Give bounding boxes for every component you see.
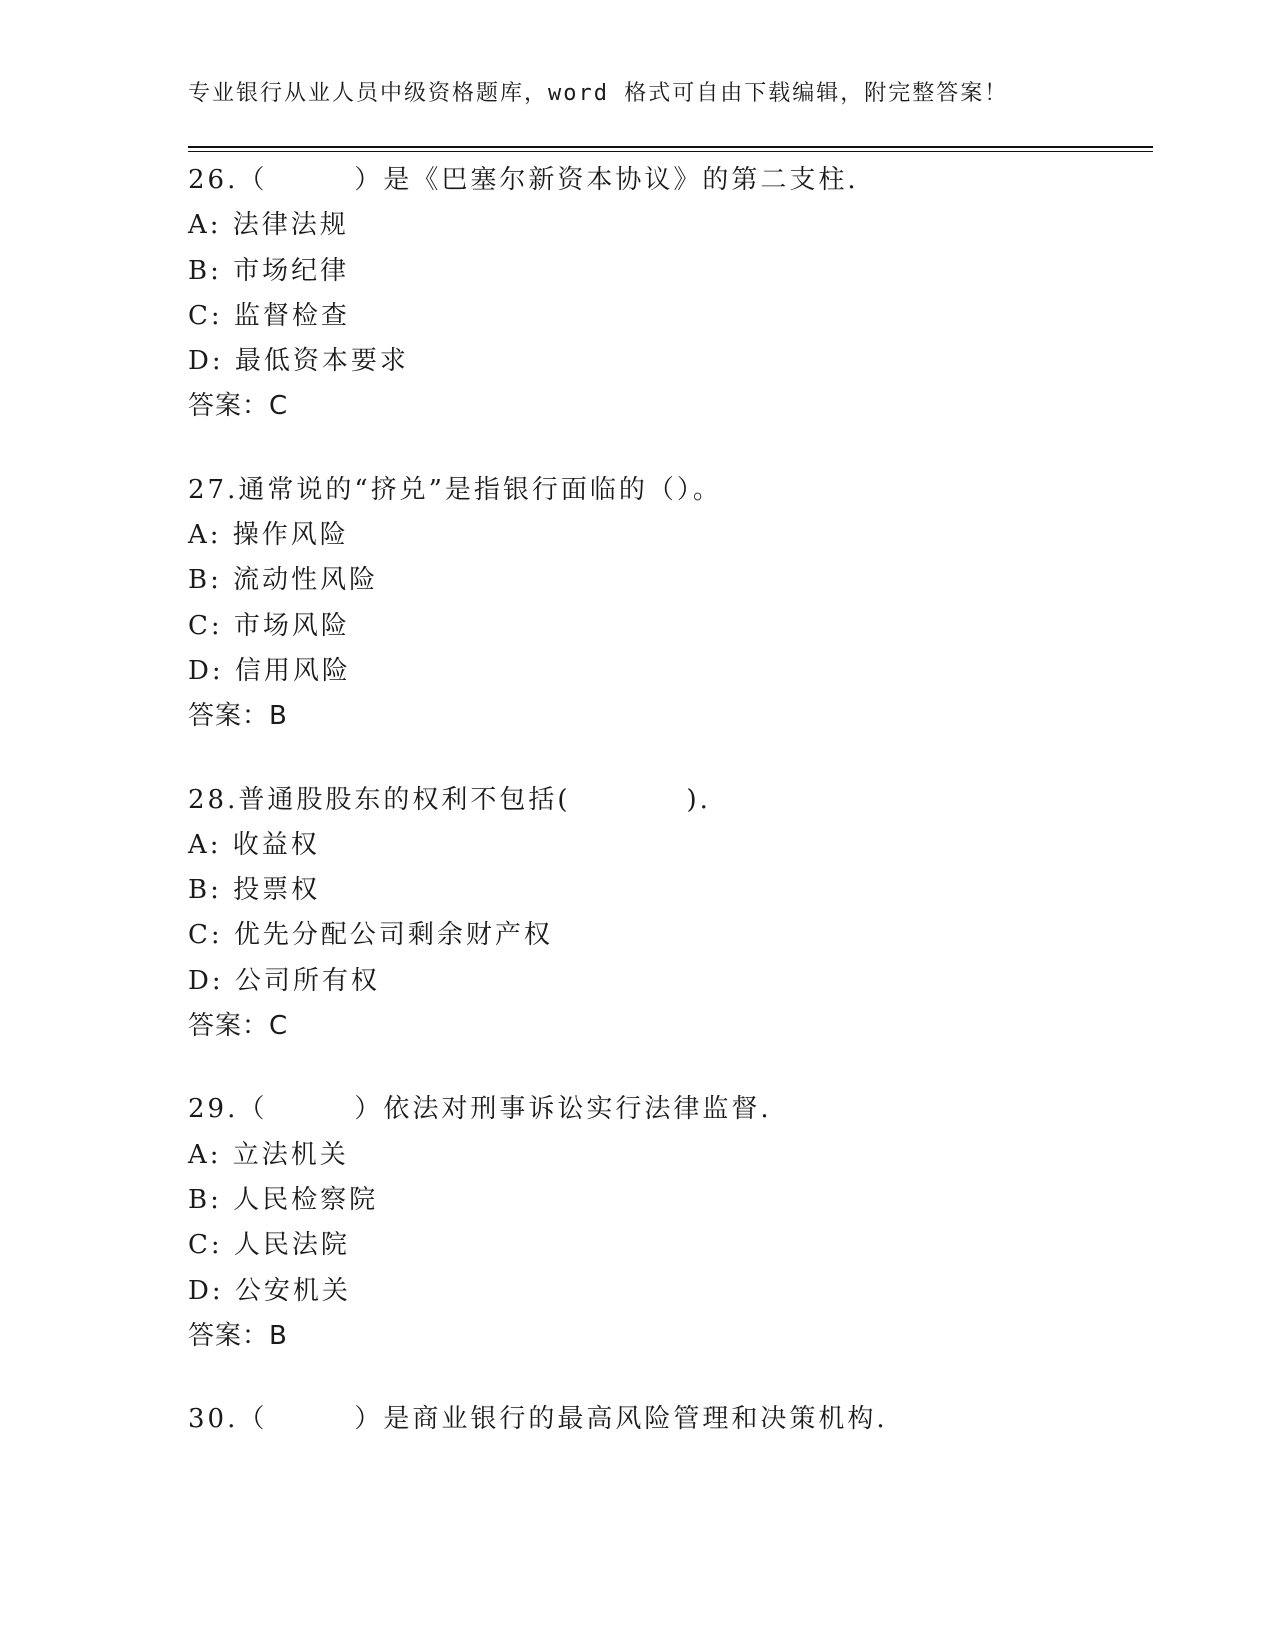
option-c: C: 监督检查 [188,300,350,331]
option-c: C: 人民法院 [188,1230,350,1261]
option-b: B: 人民检察院 [188,1184,379,1215]
option-b: B: 市场纪律 [188,255,350,286]
question-stem: 26.（ ）是《巴塞尔新资本协议》的第二支柱. [188,165,859,195]
option-a: A: 立法机关 [188,1139,349,1170]
answer: 答案：B [188,701,288,732]
option-c: C: 市场风险 [188,610,350,641]
question-list [188,158,1153,1480]
option-d: D: 公安机关 [188,1275,351,1306]
option-d: D: 公司所有权 [188,965,380,996]
question-stem: 30.（ ）是商业银行的最高风险管理和决策机构. [188,1404,888,1435]
header-rule-thick [188,146,1153,148]
header-rule-thin [188,151,1153,152]
question-28 [188,778,1153,1050]
answer: 答案：C [188,391,289,422]
question-26 [188,158,1153,430]
option-a: A: 操作风险 [188,520,349,551]
answer: 答案：B [188,1320,288,1351]
option-c: C: 优先分配公司剩余财产权 [188,920,553,951]
question-stem: 27.通常说的“挤兑”是指银行面临的（）。 [188,474,722,505]
option-d: D: 最低资本要求 [188,346,409,377]
option-a: A: 法律法规 [188,210,349,241]
page-header: 专业银行从业人员中级资格题库，word 格式可自由下载编辑，附完整答案！ [188,81,1009,106]
option-b: B: 流动性风险 [188,565,379,596]
answer: 答案：C [188,1011,289,1042]
option-a: A: 收益权 [188,829,320,860]
question-29 [188,1087,1153,1359]
question-27 [188,468,1153,740]
option-b: B: 投票权 [188,875,321,906]
question-30 [188,1397,1153,1442]
option-d: D: 信用风险 [188,655,351,686]
question-stem: 29.（ ）依法对刑事诉讼实行法律监督. [188,1094,772,1125]
question-stem: 28.普通股股东的权利不包括( ). [188,784,711,815]
